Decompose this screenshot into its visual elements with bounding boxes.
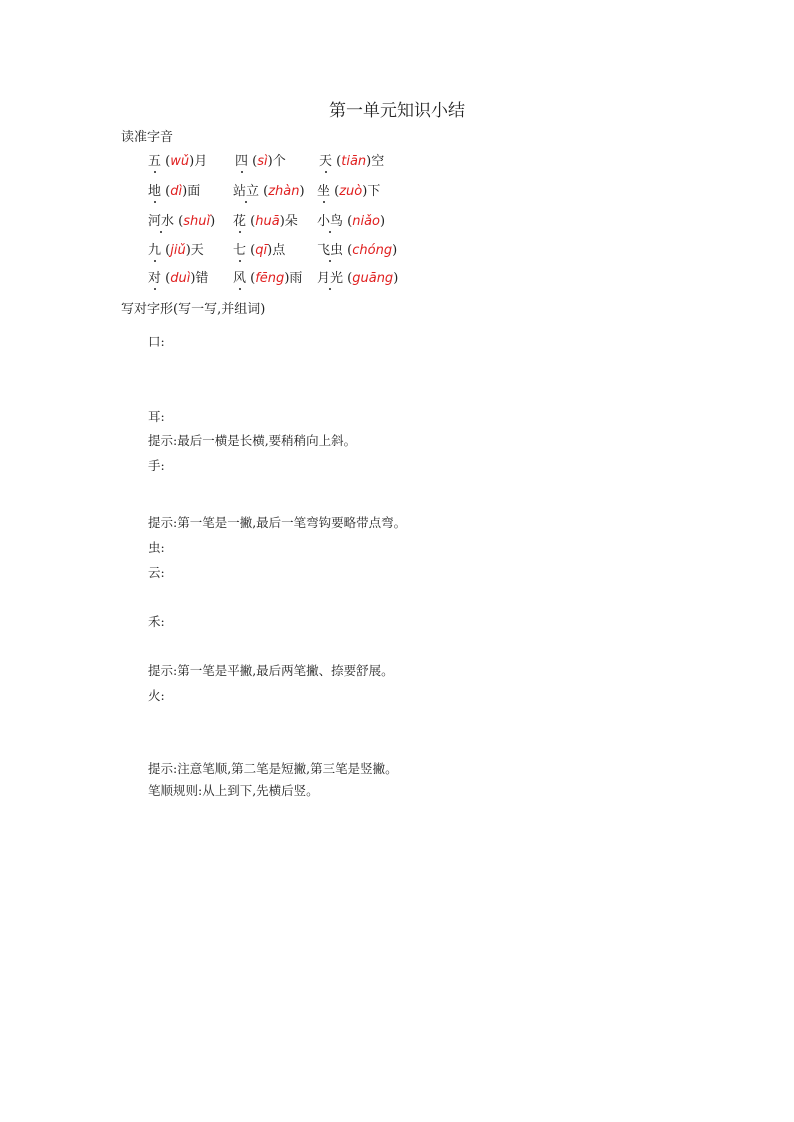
section-heading-pronunciation: 读准字音 xyxy=(121,130,174,145)
hanzi: 小鸟 xyxy=(317,214,344,229)
pinyin: duì xyxy=(170,271,191,286)
char-label-shou: 手: xyxy=(148,458,165,473)
hanzi-suffix: 点 xyxy=(272,243,286,258)
pinyin-item: 风 (fēng)雨 xyxy=(233,271,303,286)
hanzi-suffix: 空 xyxy=(371,154,385,169)
pinyin-item: 天 (tiān)空 xyxy=(319,154,385,169)
hint-text: 提示:第一笔是一撇,最后一笔弯钩要略带点弯。 xyxy=(148,515,407,530)
hint-text: 提示:注意笔顺,第二笔是短撇,第三笔是竖撇。 xyxy=(148,761,398,776)
char-label-he: 禾: xyxy=(148,614,165,629)
hanzi-suffix: 个 xyxy=(272,154,286,169)
pinyin: tiān xyxy=(341,154,367,169)
hanzi-suffix: 朵 xyxy=(284,214,298,229)
hanzi-suffix: 面 xyxy=(187,184,201,199)
pinyin: guāng xyxy=(352,271,394,286)
hanzi-suffix: 月 xyxy=(194,154,208,169)
pinyin: fēng xyxy=(255,271,285,286)
char-label-chong: 虫: xyxy=(148,540,165,555)
char-label-huo: 火: xyxy=(148,688,165,703)
pinyin: qī xyxy=(255,243,268,258)
pinyin-item: 五 (wǔ)月 xyxy=(148,154,208,169)
pinyin-item: 月光 (guāng) xyxy=(317,271,399,286)
pinyin-item: 花 (huā)朵 xyxy=(233,214,298,229)
pinyin-item: 四 (sì)个 xyxy=(235,154,286,169)
hanzi: 月光 xyxy=(317,271,344,286)
hanzi: 坐 xyxy=(317,184,331,199)
pinyin: niǎo xyxy=(352,214,381,229)
hanzi: 四 xyxy=(235,154,249,169)
hanzi: 七 xyxy=(233,243,247,258)
hanzi: 站立 xyxy=(233,184,260,199)
hanzi: 飞虫 xyxy=(317,243,344,258)
hint-text: 提示:最后一横是长横,要稍稍向上斜。 xyxy=(148,433,357,448)
pinyin: zuò xyxy=(339,184,363,199)
pinyin: huā xyxy=(255,214,280,229)
hanzi: 天 xyxy=(319,154,333,169)
pinyin-item: 九 (jiǔ)天 xyxy=(148,243,204,258)
pinyin-item: 小鸟 (niǎo) xyxy=(317,214,386,229)
char-label-yun: 云: xyxy=(148,565,165,580)
hanzi: 花 xyxy=(233,214,247,229)
pinyin: dì xyxy=(170,184,183,199)
pinyin-item: 飞虫 (chóng) xyxy=(317,243,398,258)
pinyin-item: 地 (dì)面 xyxy=(148,184,201,199)
pinyin: jiǔ xyxy=(170,243,186,258)
pinyin-item: 站立 (zhàn) xyxy=(233,184,305,199)
hint-text: 提示:第一笔是平撇,最后两笔撇、捺要舒展。 xyxy=(148,663,394,678)
pinyin: zhàn xyxy=(268,184,300,199)
hanzi: 五 xyxy=(148,154,162,169)
char-label-er: 耳: xyxy=(148,409,165,424)
pinyin-item: 河水 (shuǐ) xyxy=(148,214,216,229)
hanzi-suffix: 天 xyxy=(190,243,204,258)
hanzi: 风 xyxy=(233,271,247,286)
pinyin: chóng xyxy=(352,243,393,258)
hanzi: 河水 xyxy=(148,214,175,229)
hanzi: 对 xyxy=(148,271,162,286)
hanzi-suffix: 雨 xyxy=(289,271,303,286)
hanzi-suffix: 下 xyxy=(367,184,381,199)
page-title: 第一单元知识小结 xyxy=(329,101,465,121)
hanzi: 九 xyxy=(148,243,162,258)
pinyin-item: 对 (duì)错 xyxy=(148,271,209,286)
hanzi: 地 xyxy=(148,184,162,199)
pinyin-item: 坐 (zuò)下 xyxy=(317,184,381,199)
pinyin: shuǐ xyxy=(183,214,211,229)
char-label-kou: 口: xyxy=(148,334,165,349)
section-heading-writing: 写对字形(写一写,并组词) xyxy=(121,302,266,317)
stroke-order-rule: 笔顺规则:从上到下,先横后竖。 xyxy=(148,783,319,798)
pinyin-item: 七 (qī)点 xyxy=(233,243,286,258)
pinyin: wǔ xyxy=(170,154,190,169)
hanzi-suffix: 错 xyxy=(195,271,209,286)
pinyin: sì xyxy=(257,154,268,169)
